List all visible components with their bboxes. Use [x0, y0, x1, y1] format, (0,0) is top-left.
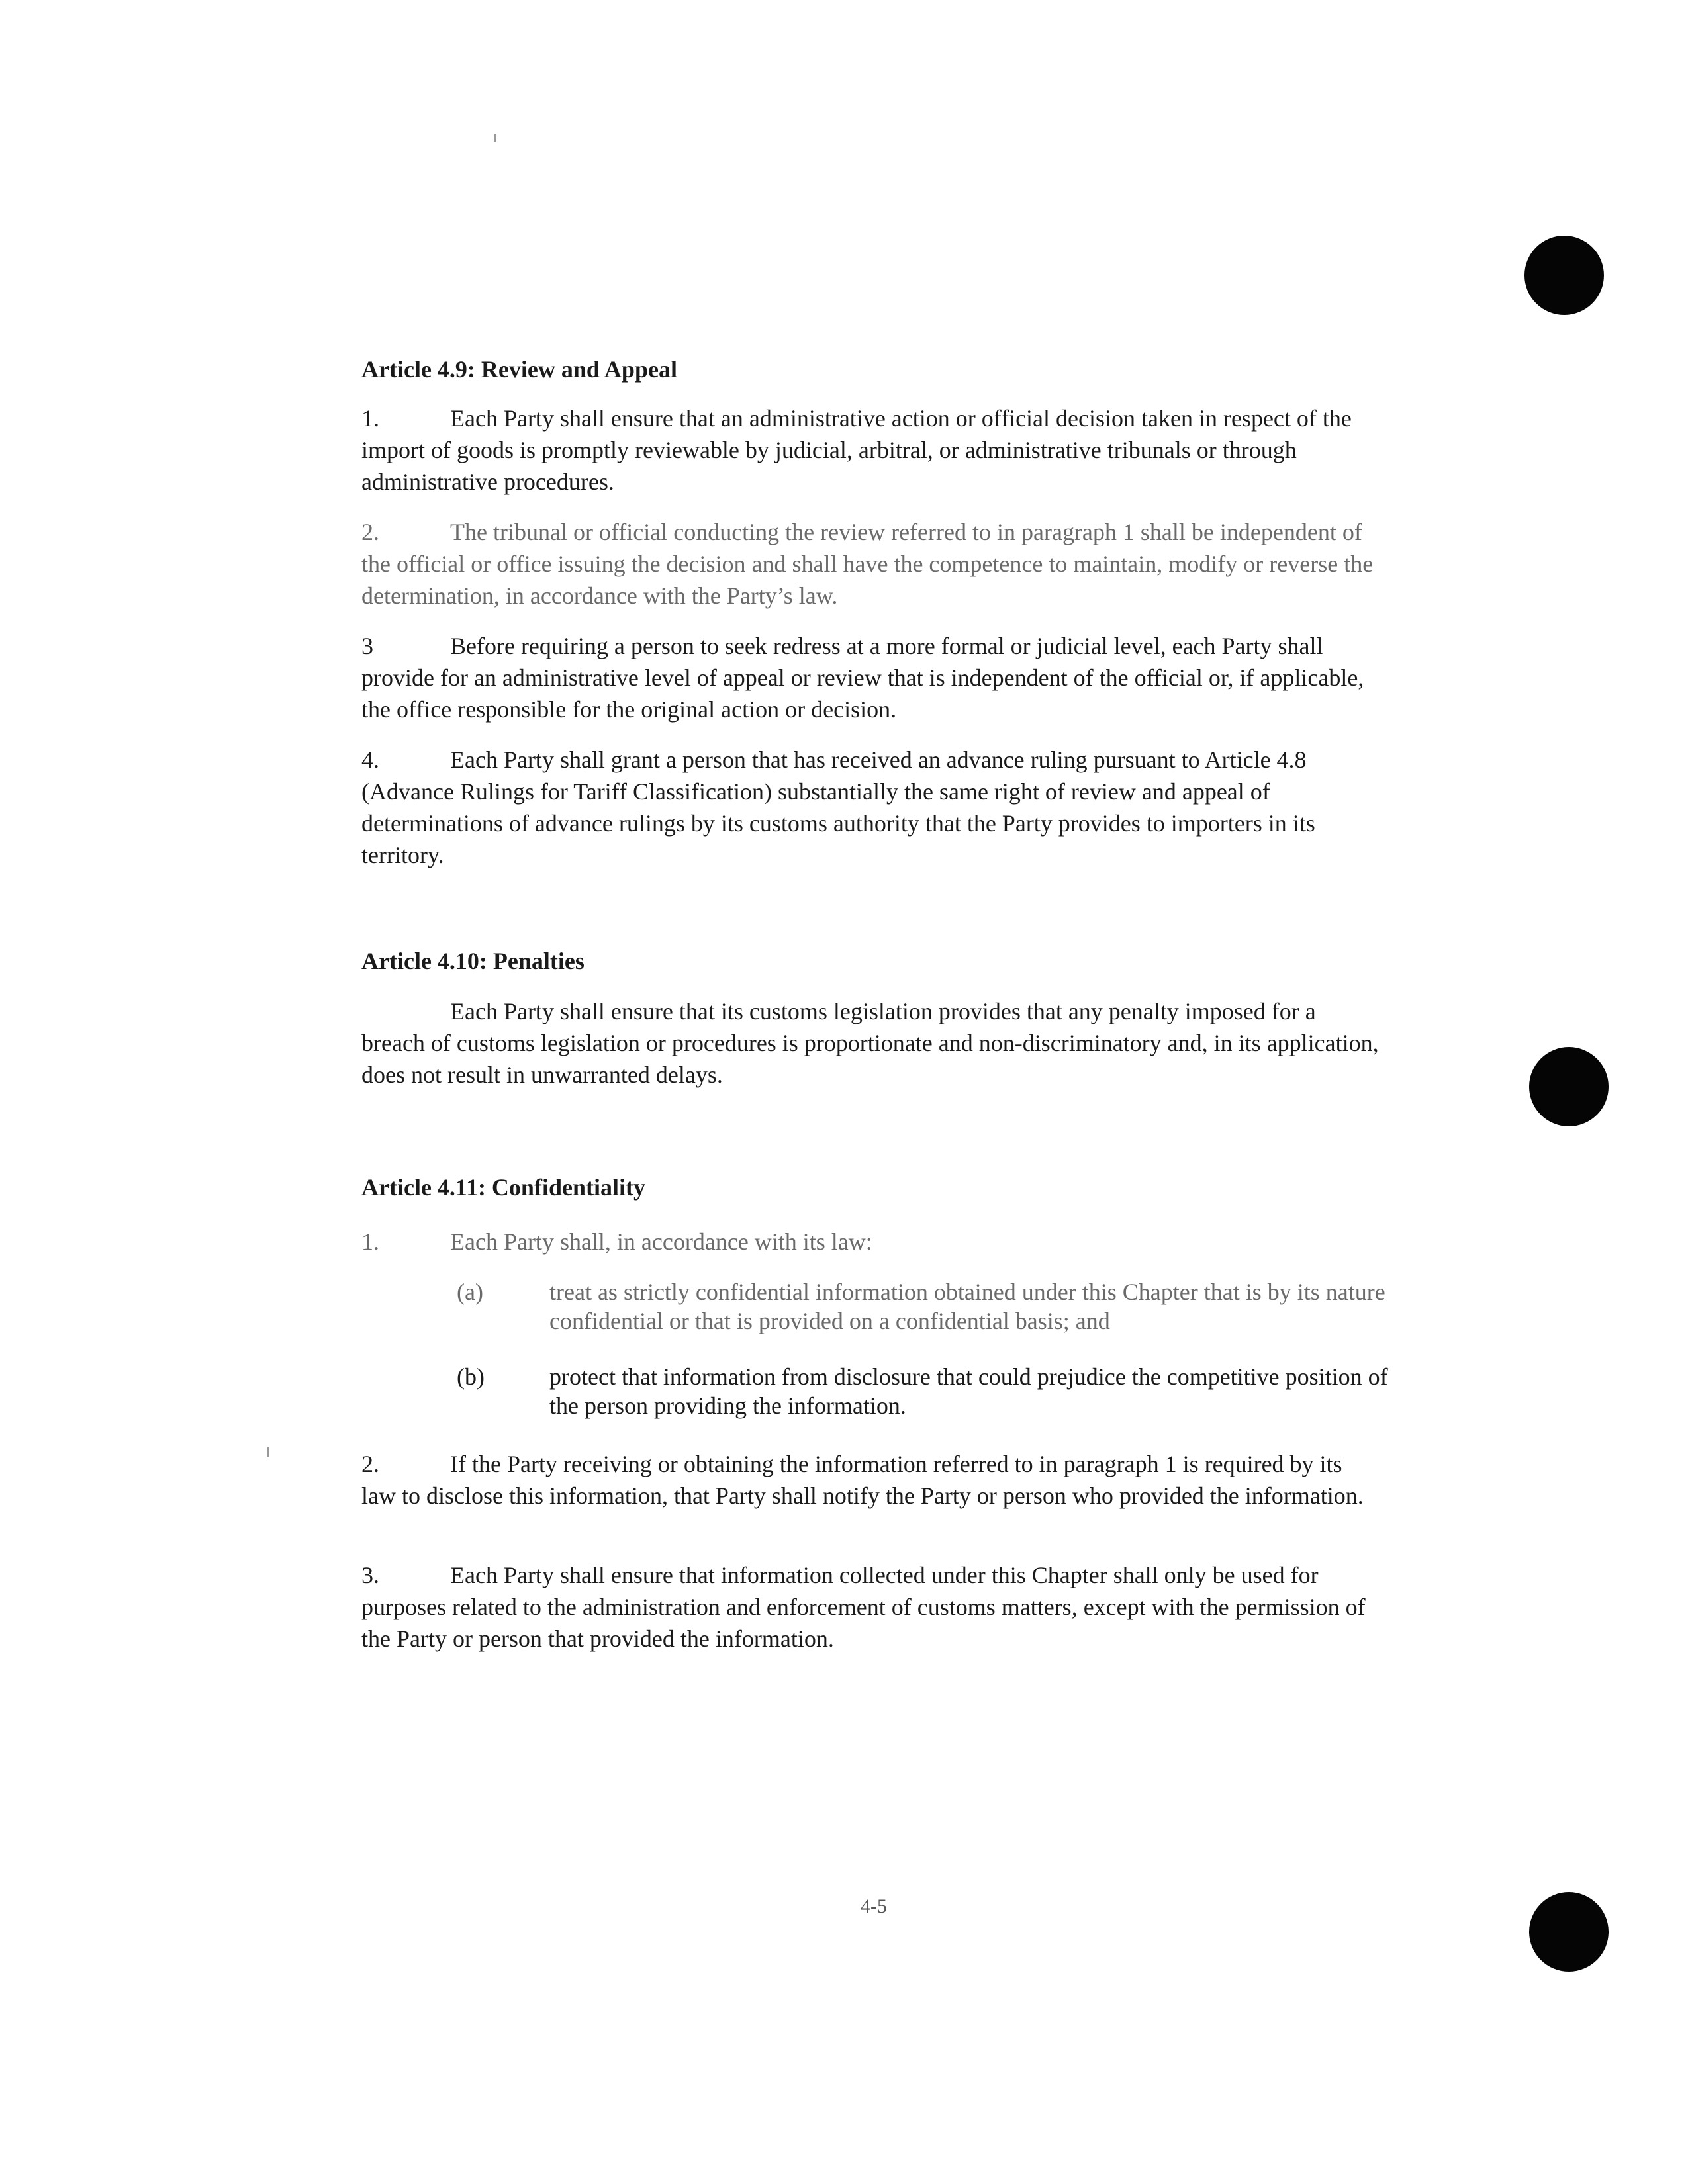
scan-speck [494, 134, 496, 142]
punch-hole-middle [1529, 1047, 1609, 1126]
paragraph-text: Each Party shall ensure that an administrative action or official decision taken in respect of the import of goods is promptly reviewable by judicial, arbitral, or administrative tribunals or through administrative procedures. [361, 405, 1352, 495]
paragraph-text: If the Party receiving or obtaining the information referred to in paragraph 1 is required by its law to disclose this information, that Party shall notify the Party or person who provided the information. [361, 1451, 1364, 1509]
paragraph-text: Each Party shall, in accordance with its law: [450, 1228, 872, 1255]
article-4-10-paragraph [361, 995, 1381, 1091]
subparagraph-letter: (b) [457, 1363, 485, 1390]
article-4-11-heading: Article 4.11: Confidentiality [361, 1174, 645, 1201]
article-4-11-paragraph-2 [361, 1448, 1381, 1512]
page-number: 4-5 [861, 1895, 887, 1917]
scan-speck [267, 1447, 269, 1457]
paragraph-text: Each Party shall grant a person that has received an advance ruling pursuant to Article 4.8 (Advance Rulings for Tariff Classification) substantially the same right of review and appeal of determinations of advance rulings by its customs authority that the Party provides to importers in its territory. [361, 747, 1315, 868]
article-4-9-paragraph-3 [361, 630, 1381, 725]
article-4-11-paragraph-1 [361, 1226, 1381, 1257]
paragraph-number: 4. [361, 747, 379, 773]
article-4-10-heading: Article 4.10: Penalties [361, 948, 585, 974]
paragraph-number: 3. [361, 1562, 379, 1588]
punch-hole-bottom [1529, 1892, 1609, 1972]
article-4-9-heading: Article 4.9: Review and Appeal [361, 356, 677, 383]
paragraph-text: Before requiring a person to seek redress at a more formal or judicial level, each Party shall provide for an administrative level of appeal or review that is independent of the official or, if applicable, the office responsible for the original action or decision. [361, 633, 1364, 723]
article-4-11-paragraph-3 [361, 1559, 1381, 1655]
article-4-9-paragraph-1 [361, 402, 1381, 498]
paragraph-number: 3 [361, 633, 373, 659]
paragraph-text: Each Party shall ensure that information collected under this Chapter shall only be used for purposes related to the administration and enforcement of customs matters, except with the permission of the Party or person that provided the information. [361, 1562, 1366, 1652]
paragraph-number: 2. [361, 519, 379, 545]
article-4-9-paragraph-2 [361, 516, 1381, 612]
subparagraph-letter: (a) [457, 1279, 483, 1305]
subparagraph-text: treat as strictly confidential information obtained under this Chapter that is by its nature confidential or that is provided on a confidential basis; and [549, 1279, 1385, 1334]
paragraph-text: Each Party shall ensure that its customs legislation provides that any penalty imposed for a breach of customs legislation or procedures is proportionate and non-discriminatory and, in its application, does not result in unwarranted delays. [361, 998, 1379, 1088]
paragraph-number: 1. [361, 1228, 379, 1255]
article-4-9-paragraph-4 [361, 744, 1381, 871]
paragraph-number: 1. [361, 405, 379, 432]
paragraph-number: 2. [361, 1451, 379, 1477]
subparagraph-a [457, 1277, 1397, 1336]
subparagraph-b [457, 1362, 1397, 1420]
paragraph-text: The tribunal or official conducting the review referred to in paragraph 1 shall be independent of the official or office issuing the decision and shall have the competence to maintain, modify or reverse the determination, in accordance with the Party’s law. [361, 519, 1374, 609]
subparagraph-text: protect that information from disclosure that could prejudice the competitive position of the person providing the information. [549, 1363, 1388, 1419]
punch-hole-top [1524, 236, 1604, 315]
